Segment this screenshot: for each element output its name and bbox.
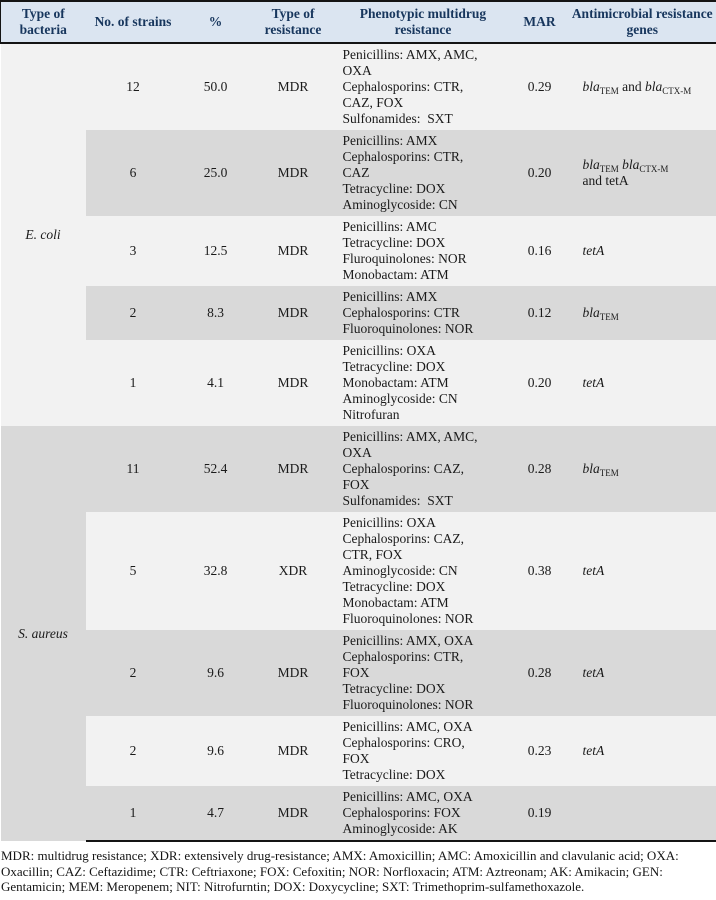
cell-mar: 0.28 <box>511 426 569 512</box>
table-row <box>1 512 716 630</box>
cell-genes: tetA <box>569 216 716 286</box>
table-row <box>1 786 716 841</box>
cell-mar: 0.12 <box>511 286 569 340</box>
cell-pct: 12.5 <box>181 216 251 286</box>
table-row <box>1 630 716 716</box>
table-row <box>1 716 716 786</box>
table-row <box>1 286 716 340</box>
cell-genes: tetA <box>569 630 716 716</box>
cell-resistance: MDR <box>251 716 336 786</box>
cell-pct: 4.1 <box>181 340 251 426</box>
cell-genes: bla$_{TEM}$ <box>569 426 716 512</box>
header-resistance-genes: Antimicrobial resistance genes <box>569 1 716 43</box>
cell-resistance: MDR <box>251 43 336 130</box>
table-row <box>1 426 716 512</box>
cell-pct: 32.8 <box>181 512 251 630</box>
cell-mar: 0.28 <box>511 630 569 716</box>
cell-phenotype: Penicillins: OXA Tetracycline: DOX Monobactam: ATM Aminoglycoside: CN Nitrofuran <box>336 340 511 426</box>
cell-mar: 0.20 <box>511 340 569 426</box>
cell-resistance: MDR <box>251 630 336 716</box>
cell-genes: tetA <box>569 716 716 786</box>
cell-pct: 4.7 <box>181 786 251 841</box>
cell-genes: bla$_{TEM}$ <box>569 286 716 340</box>
cell-phenotype: Penicillins: AMX Cephalosporins: CTR, CAZ Tetracycline: DOX Aminoglycoside: CN <box>336 130 511 216</box>
cell-pct: 25.0 <box>181 130 251 216</box>
table-row <box>1 216 716 286</box>
cell-phenotype: Penicillins: AMC, OXA Cephalosporins: CRO, FOX Tetracycline: DOX <box>336 716 511 786</box>
cell-phenotype: Penicillins: AMX, AMC, OXA Cephalosporins: CTR, CAZ, FOX Sulfonamides: SXT <box>336 43 511 130</box>
cell-genes: tetA <box>569 512 716 630</box>
cell-resistance: MDR <box>251 130 336 216</box>
cell-phenotype: Penicillins: AMX Cephalosporins: CTR Fluoroquinolones: NOR <box>336 286 511 340</box>
cell-resistance: MDR <box>251 786 336 841</box>
cell-strains: 1 <box>86 340 181 426</box>
cell-strains: 1 <box>86 786 181 841</box>
cell-resistance: XDR <box>251 512 336 630</box>
cell-resistance: MDR <box>251 340 336 426</box>
cell-strains: 2 <box>86 716 181 786</box>
table-row <box>1 43 716 130</box>
cell-pct: 9.6 <box>181 716 251 786</box>
header-mar: MAR <box>511 1 569 43</box>
cell-strains: 2 <box>86 286 181 340</box>
cell-pct: 8.3 <box>181 286 251 340</box>
cell-pct: 52.4 <box>181 426 251 512</box>
cell-mar: 0.29 <box>511 43 569 130</box>
cell-phenotype: Penicillins: AMX, AMC, OXA Cephalosporins: CAZ, FOX Sulfonamides: SXT <box>336 426 511 512</box>
cell-strains: 12 <box>86 43 181 130</box>
cell-mar: 0.16 <box>511 216 569 286</box>
cell-mar: 0.23 <box>511 716 569 786</box>
header-row <box>1 1 716 43</box>
cell-phenotype: Penicillins: AMC Tetracycline: DOX Fluroquinolones: NOR Monobactam: ATM <box>336 216 511 286</box>
cell-genes: bla$_{TEM}$ bla$_{CTX-M}$ and tetA <box>569 130 716 216</box>
cell-resistance: MDR <box>251 216 336 286</box>
cell-pct: 50.0 <box>181 43 251 130</box>
header-phenotypic-resistance: Phenotypic multidrug resistance <box>336 1 511 43</box>
header-type-of-bacteria: Type of bacteria <box>1 1 86 43</box>
cell-resistance: MDR <box>251 286 336 340</box>
header-type-of-resistance: Type of resistance <box>251 1 336 43</box>
cell-phenotype: Penicillins: OXA Cephalosporins: CAZ, CTR, FOX Aminoglycoside: CN Tetracycline: DOX Monobactam: ATM Fluoroquinolones: NOR <box>336 512 511 630</box>
header-percent: % <box>181 1 251 43</box>
cell-genes: bla$_{TEM}$ and bla$_{CTX-M}$ <box>569 43 716 130</box>
cell-strains: 2 <box>86 630 181 716</box>
cell-resistance: MDR <box>251 426 336 512</box>
bacteria-name: S. aureus <box>1 426 86 841</box>
cell-genes: tetA <box>569 340 716 426</box>
header-no-of-strains: No. of strains <box>86 1 181 43</box>
cell-phenotype: Penicillins: AMX, OXA Cephalosporins: CTR, FOX Tetracycline: DOX Fluoroquinolones: NOR <box>336 630 511 716</box>
cell-strains: 3 <box>86 216 181 286</box>
cell-strains: 5 <box>86 512 181 630</box>
table-header <box>1 1 716 43</box>
cell-mar: 0.20 <box>511 130 569 216</box>
cell-strains: 11 <box>86 426 181 512</box>
cell-mar: 0.38 <box>511 512 569 630</box>
cell-pct: 9.6 <box>181 630 251 716</box>
cell-strains: 6 <box>86 130 181 216</box>
cell-mar: 0.19 <box>511 786 569 841</box>
cell-genes <box>569 786 716 841</box>
cell-phenotype: Penicillins: AMC, OXA Cephalosporins: FOX Aminoglycoside: AK <box>336 786 511 841</box>
table-row <box>1 340 716 426</box>
table-footnote: MDR: multidrug resistance; XDR: extensively drug-resistance; AMX: Amoxicillin; AMC: Amoxicillin and clavulanic acid; OXA: Oxacillin; CAZ: Ceftazidime; CTR: Ceftriaxone; FOX: Cefoxitin; NOR: Norfloxacin; ATM: Aztreonam; AK: Amikacin; GEN: Gentamicin; MEM: Meropenem; NIT: Nitrofurntin; DOX: Doxycycline; SXT: Trimethoprim-sulfamethoxazole. <box>1 848 679 894</box>
table-body <box>1 43 716 841</box>
table-row <box>1 130 716 216</box>
bacteria-name: E. coli <box>1 43 86 426</box>
